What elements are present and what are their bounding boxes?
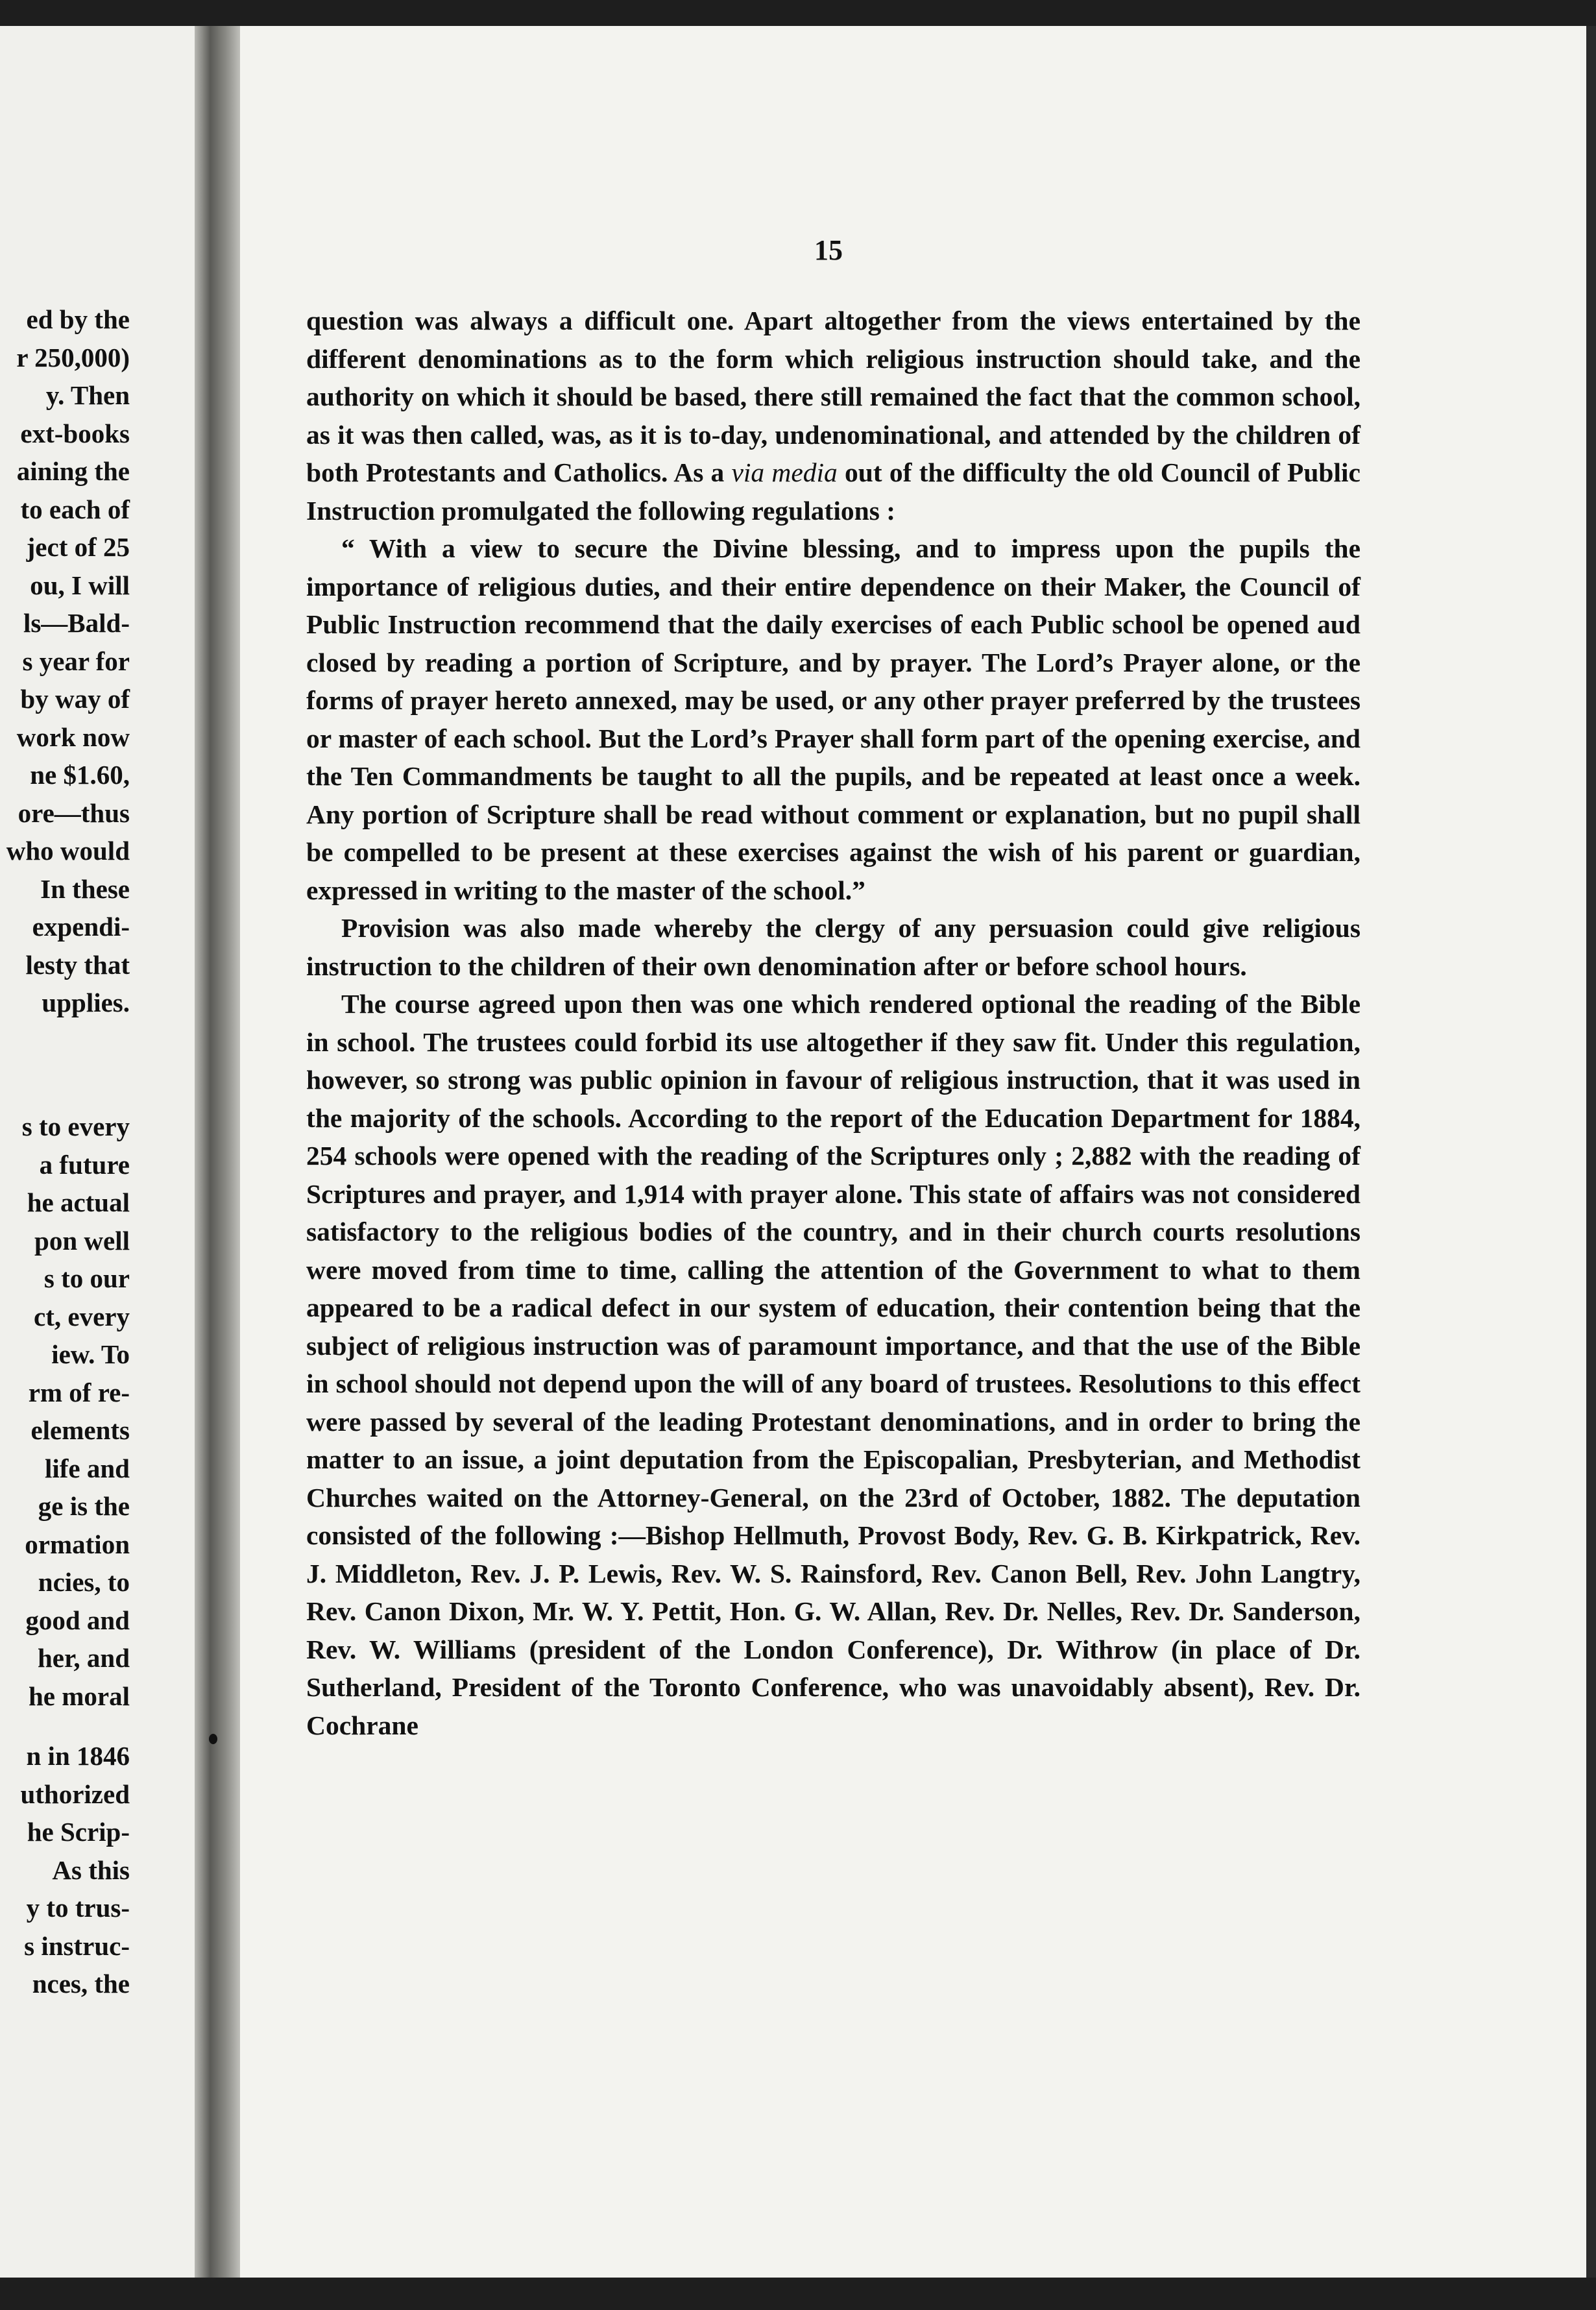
margin-ink-dot [209, 1734, 217, 1744]
quoted-regulations: “ With a view to secure the Divine blessing, and to impress upon the pupils the importance of religious duties, and their entire dependence on their Maker, the Council of Public Instruction recommend that the daily exercises of each Public school be opened aud closed by reading a portion of Scripture, and by prayer. The Lord’s Prayer alone, or the forms of prayer hereto annexed, may be used, or any other prayer preferred by the trustees or master of each school. But the Lord’s Prayer shall form part of the opening exercise, and the Ten Commandments be taught to all the pupils, and be repeated at least once a week. Any portion of Scripture shall be read without comment or explanation, but no pupil shall be compelled to be present at these exercises against the wish of his parent or guardian, expressed in writing to the master of the school.” [306, 533, 1360, 905]
facing-page-line: expendi- [32, 912, 130, 942]
facing-page-line: ormation [25, 1529, 130, 1559]
page-number: 15 [814, 234, 843, 266]
facing-page-line: y to trus- [26, 1893, 130, 1923]
facing-page-line: ge is the [38, 1491, 130, 1521]
facing-page-line: ct, every [34, 1301, 130, 1331]
facing-page-line: lesty that [25, 949, 130, 980]
facing-page-line: In these [40, 873, 130, 904]
page-gutter [195, 26, 247, 2297]
emphasis-via-media: via media [731, 457, 838, 487]
facing-page-line: ne $1.60, [30, 760, 130, 790]
facing-page-line: As this [52, 1854, 130, 1885]
facing-page-line: s to every [21, 1112, 130, 1141]
facing-page-line: r 250,000) [16, 342, 130, 372]
paragraph-1: question was always a difficult one. Apart altogether from the views entertained by the different denominations as to the form which religious instruction should take, and the authority on which it should be based, there still remained the fact that the common school, as it was then called, was, as it is to-day, undenominational, and attended by the children of both Protestants and Catholics. As a via media out of the difficulty the old Council of Public Instruction promulgated the following regulations : [306, 306, 1360, 526]
facing-page-line: ou, I will [30, 570, 130, 600]
facing-page-line: nces, the [32, 1969, 130, 1999]
facing-page-line: uthorized [20, 1779, 130, 1809]
facing-page-line: s instruc- [24, 1930, 130, 1961]
paragraph-2: Provision was also made whereby the clergy of any persuasion could give religious instruction to the children of their own denomination after or before school hours. [306, 913, 1360, 981]
facing-page-line: ext-books [20, 418, 130, 448]
facing-page-line: upplies. [42, 988, 130, 1017]
facing-page-line: ls—Bald- [23, 608, 130, 638]
facing-page-line: who would [6, 836, 130, 866]
body-text [306, 302, 1360, 1744]
facing-page-line: pon well [34, 1225, 130, 1256]
facing-page-line: n in 1846 [26, 1741, 130, 1771]
facing-page-line: y. Then [45, 380, 130, 410]
facing-page-line: s year for [22, 646, 130, 676]
facing-page-line: life and [45, 1453, 130, 1483]
facing-page-line: her, and [37, 1643, 130, 1673]
facing-page-line: he moral [29, 1681, 130, 1711]
facing-page-line: ed by the [26, 304, 130, 334]
paragraph-3: The course agreed upon then was one which rendered optional the reading of the Bible in school. The trustees could forbid its use altogether if they saw fit. Under this regulation, however, so strong was public opinion in favour of religious instruction, that it was used in the majority of the schools. According to the report of the Education Department for 1884, 254 schools were opened with the reading of the Scriptures only ; 2,882 with the reading of Scriptures and prayer, and 1,914 with prayer alone. This state of affairs was not considered satisfactory to the religious bodies of the country, and in their church courts resolutions were moved from time to time, calling the attention of the Government to what to them appeared to be a radical defect in our system of education, their contention being that the subject of religious instruction was of paramount importance, and that the use of the Bible in school should not depend upon the will of any board of trustees. Resolutions to this effect were passed by several of the leading Protestant denominations, and in order to bring the matter to an issue, a joint deputation from the Episcopalian, Presbyterian, and Methodist Churches waited on the Attorney-General, on the 23rd of October, 1882. The deputation consisted of the following :—Bishop Hellmuth, Provost Body, Rev. G. B. Kirkpatrick, Rev. J. Middleton, Rev. J. P. Lewis, Rev. W. S. Rainsford, Rev. Canon Bell, Rev. John Langtry, Rev. Canon Dixon, Mr. W. Y. Pettit, Hon. G. W. Allan, Rev. Dr. Nelles, Rev. Dr. Sanderson, Rev. W. Williams (president of the London Conference), Dr. Withrow (in place of Dr. Sutherland, President of the Toronto Conference, who was unavoidably absent), Rev. Dr. Cochrane [306, 989, 1360, 1740]
facing-page-line: elements [30, 1415, 130, 1445]
facing-page-line: ore—thus [18, 797, 130, 828]
facing-page-line: he Scrip- [27, 1817, 130, 1847]
facing-page-line: aining the [16, 456, 130, 486]
scan-bottom-edge [0, 2278, 1596, 2310]
facing-page-line: good and [25, 1605, 130, 1635]
facing-page-line: s to our [43, 1263, 130, 1293]
facing-page-line: rm of re- [28, 1377, 130, 1407]
facing-page-line: by way of [20, 684, 130, 714]
facing-page-line: iew. To [51, 1339, 130, 1369]
facing-page-line: ject of 25 [26, 532, 130, 562]
scan-top-edge [0, 0, 1596, 26]
facing-page-line: a future [39, 1149, 130, 1180]
facing-page-line: work now [16, 722, 130, 752]
facing-page-line: to each of [20, 494, 130, 524]
facing-page-line: ncies, to [38, 1567, 130, 1597]
facing-page-line: he actual [27, 1187, 130, 1217]
